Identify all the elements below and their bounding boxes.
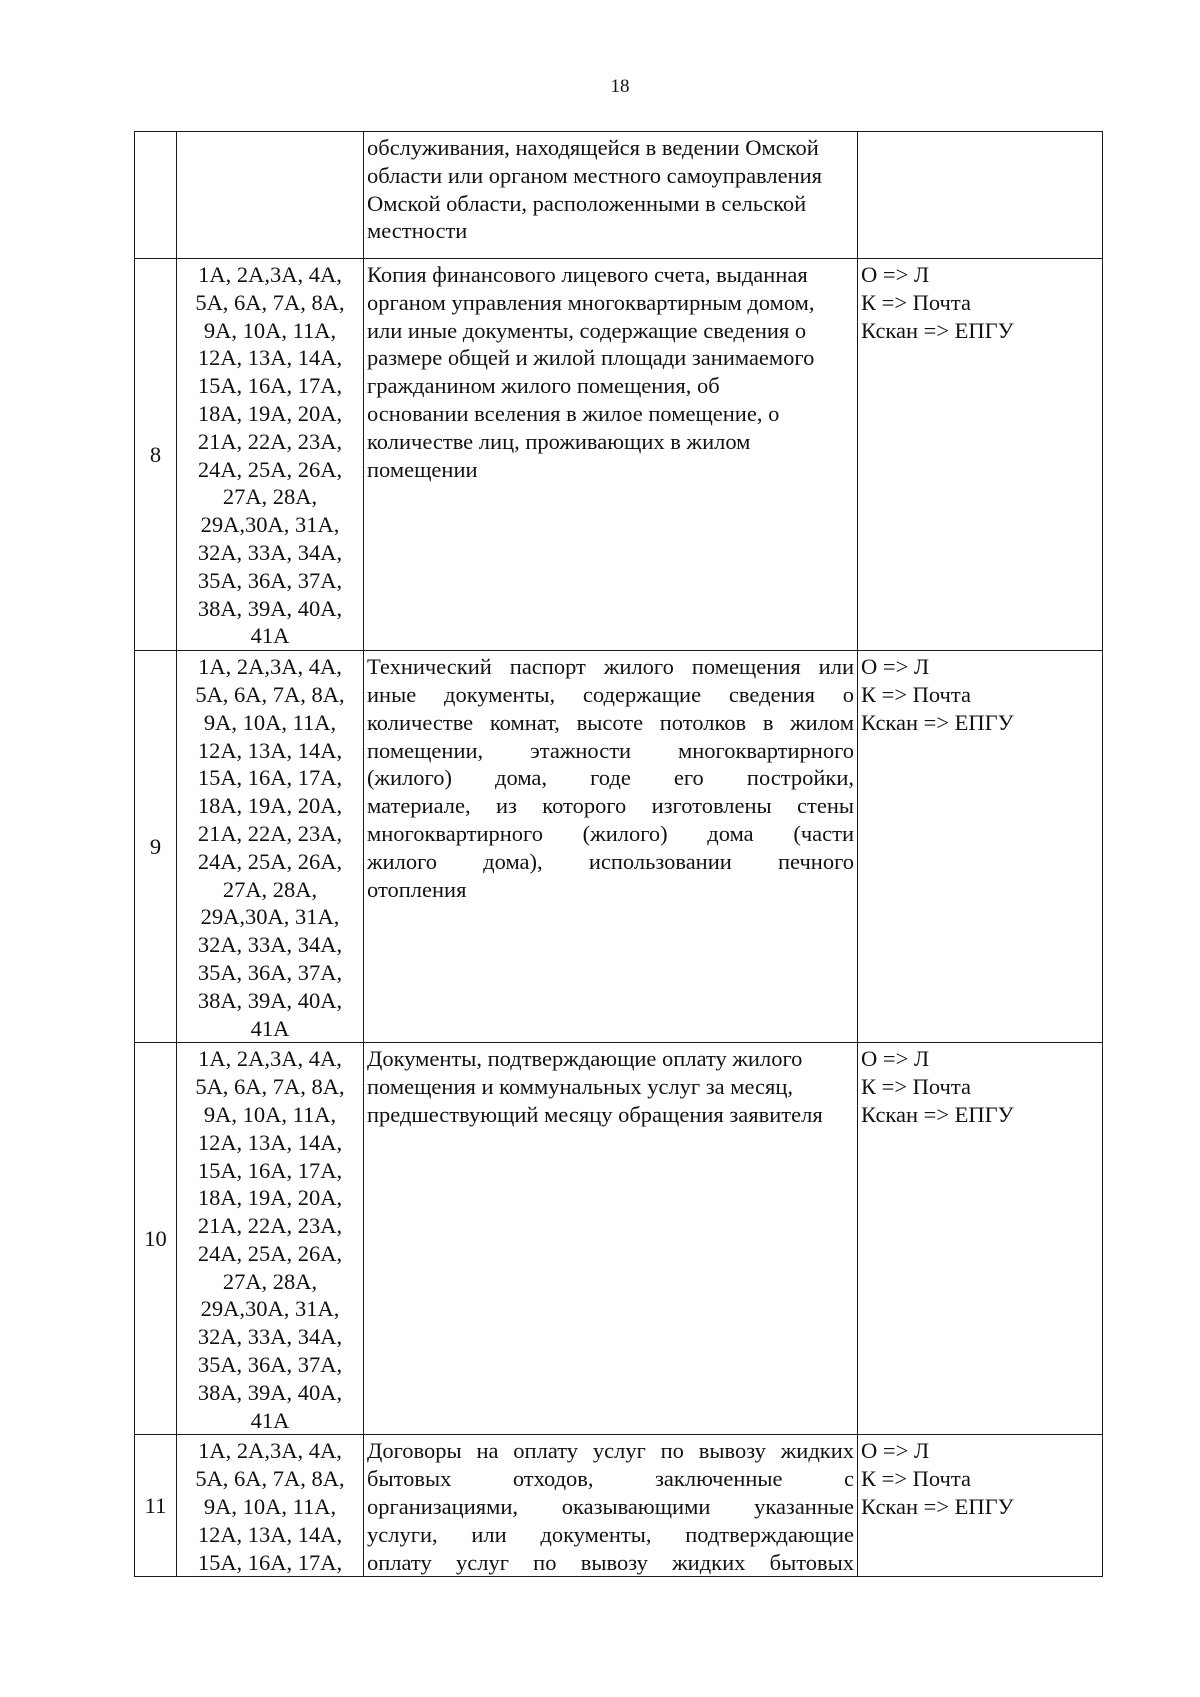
channels-cell (858, 1435, 1103, 1577)
channel-line: Кскан => ЕПГУ (861, 1101, 1014, 1127)
code-line: 27А, 28А, (222, 1268, 318, 1294)
description-line: Копия финансового лицевого счета, выданная (367, 262, 808, 287)
channels-cell (858, 651, 1103, 1043)
code-line: 21А, 22А, 23А, (197, 428, 343, 454)
description-line: Омской области, расположенными в сельской (367, 190, 807, 216)
code-line: 32А, 33А, 34А, (197, 1324, 343, 1350)
row-number-cell (135, 132, 177, 259)
description-cell (364, 651, 858, 1043)
code-line: 12А, 13А, 14А, (197, 345, 343, 371)
code-line: 24А, 25А, 26А, (197, 1240, 343, 1266)
code-line: 15А, 16А, 17А, (197, 1549, 343, 1575)
channels-cell (858, 259, 1103, 651)
channel-line: О => Л (861, 1438, 930, 1464)
description-line: помещении (367, 456, 478, 482)
description-line: помещении, этажности многоквартирного (367, 737, 854, 763)
description-cell (364, 259, 858, 651)
code-line: 1А, 2А,3А, 4А, (198, 1438, 342, 1464)
codes-cell (177, 651, 364, 1043)
code-line: 32А, 33А, 34А, (197, 932, 343, 958)
code-line: 5А, 6А, 7А, 8А, (195, 681, 345, 707)
code-line: 9А, 10А, 11А, (203, 1494, 337, 1520)
description-line: оплату услуг по вывозу жидких бытовых (367, 1549, 854, 1575)
code-line: 9А, 10А, 11А, (203, 709, 337, 735)
description-line: бытовых отходов, заключенные с (367, 1466, 854, 1492)
table-row (135, 132, 1103, 259)
code-line: 9А, 10А, 11А, (203, 1101, 337, 1127)
row-number-cell: 8 (135, 259, 177, 651)
channel-line: О => Л (861, 654, 930, 680)
table-row (135, 259, 1103, 651)
description-cell (364, 1435, 858, 1577)
page-number: 18 (610, 76, 630, 97)
description-line: органом управления многоквартирным домом, (367, 289, 815, 315)
channel-line: К => Почта (861, 289, 971, 315)
channel-line: К => Почта (861, 681, 971, 707)
code-line: 5А, 6А, 7А, 8А, (195, 1074, 345, 1100)
code-line: 24А, 25А, 26А, (197, 456, 343, 482)
code-line: 15А, 16А, 17А, (197, 1157, 343, 1183)
code-line: 15А, 16А, 17А, (197, 373, 343, 399)
code-line: 1А, 2А,3А, 4А, (198, 1046, 342, 1072)
description-line: местности (367, 218, 468, 244)
description-line: размере общей и жилой площади занимаемого (367, 345, 815, 371)
document-table (134, 131, 1103, 1577)
table-row (135, 1043, 1103, 1435)
channels-cell (858, 1043, 1103, 1435)
description-line: отопления (367, 876, 467, 902)
description-line: количестве комнат, высоте потолков в жилом (367, 709, 854, 735)
channel-line: К => Почта (861, 1466, 971, 1492)
code-line: 29А,30А, 31А, (200, 1296, 340, 1322)
code-line: 9А, 10А, 11А, (203, 317, 337, 343)
channel-line: Кскан => ЕПГУ (861, 317, 1014, 343)
code-line: 35А, 36А, 37А, (197, 567, 343, 593)
description-line: Документы, подтверждающие оплату жилого (367, 1046, 803, 1072)
description-line: гражданином жилого помещения, об (367, 373, 720, 399)
row-number-cell: 10 (135, 1043, 177, 1435)
code-line: 12А, 13А, 14А, (197, 1129, 343, 1155)
codes-cell (177, 1435, 364, 1577)
code-line: 38А, 39А, 40А, (197, 595, 343, 621)
code-line: 38А, 39А, 40А, (197, 987, 343, 1013)
table-row (135, 1435, 1103, 1577)
code-line: 18А, 19А, 20А, (197, 1185, 343, 1211)
row-number-cell: 9 (135, 651, 177, 1043)
code-line: 21А, 22А, 23А, (197, 1213, 343, 1239)
code-line: 38А, 39А, 40А, (197, 1379, 343, 1405)
description-line: обслуживания, находящейся в ведении Омской (367, 135, 819, 160)
code-line: 41А (250, 623, 290, 649)
code-line: 35А, 36А, 37А, (197, 1352, 343, 1378)
channel-line: О => Л (861, 262, 930, 287)
codes-cell (177, 1043, 364, 1435)
code-line: 35А, 36А, 37А, (197, 959, 343, 985)
description-line: иные документы, содержащие сведения о (367, 681, 854, 707)
code-line: 5А, 6А, 7А, 8А, (195, 289, 345, 315)
description-line: основании вселения в жилое помещение, о (367, 400, 780, 426)
channel-line: О => Л (861, 1046, 930, 1072)
code-line: 41А (250, 1407, 290, 1433)
description-line: организациями, оказывающими указанные (367, 1494, 854, 1520)
code-line: 5А, 6А, 7А, 8А, (195, 1466, 345, 1492)
code-line: 29А,30А, 31А, (200, 512, 340, 538)
description-line: Технический паспорт жилого помещения или (367, 654, 854, 680)
code-line: 1А, 2А,3А, 4А, (198, 262, 342, 287)
codes-cell (177, 132, 364, 259)
description-line: услуги, или документы, подтверждающие (367, 1521, 854, 1547)
channel-line: Кскан => ЕПГУ (861, 709, 1014, 735)
code-line: 18А, 19А, 20А, (197, 400, 343, 426)
code-line: 15А, 16А, 17А, (197, 765, 343, 791)
description-line: или иные документы, содержащие сведения о (367, 317, 807, 343)
code-line: 18А, 19А, 20А, (197, 793, 343, 819)
code-line: 21А, 22А, 23А, (197, 820, 343, 846)
channel-line: К => Почта (861, 1074, 971, 1100)
row-number-cell: 11 (135, 1435, 177, 1577)
code-line: 1А, 2А,3А, 4А, (198, 654, 342, 680)
codes-cell (177, 259, 364, 651)
description-line: (жилого) дома, годе его постройки, (367, 765, 854, 791)
description-line: материале, из которого изготовлены стены (367, 793, 854, 819)
description-line: области или органом местного самоуправления (367, 162, 823, 188)
description-line: предшествующий месяцу обращения заявителя (367, 1101, 823, 1127)
description-line: многоквартирного (жилого) дома (части (367, 820, 854, 846)
description-cell (364, 132, 858, 259)
table-row (135, 651, 1103, 1043)
description-line: помещения и коммунальных услуг за месяц, (367, 1074, 794, 1100)
code-line: 24А, 25А, 26А, (197, 848, 343, 874)
code-line: 29А,30А, 31А, (200, 904, 340, 930)
code-line: 27А, 28А, (222, 484, 318, 510)
code-line: 41А (250, 1015, 290, 1041)
description-line: Договоры на оплату услуг по вывозу жидких (367, 1438, 854, 1464)
description-line: жилого дома), использовании печного (367, 848, 854, 874)
code-line: 27А, 28А, (222, 876, 318, 902)
description-line: количестве лиц, проживающих в жилом (367, 428, 751, 454)
code-line: 32А, 33А, 34А, (197, 539, 343, 565)
channels-cell (858, 132, 1103, 259)
channel-line: Кскан => ЕПГУ (861, 1494, 1014, 1520)
code-line: 12А, 13А, 14А, (197, 737, 343, 763)
code-line: 12А, 13А, 14А, (197, 1521, 343, 1547)
description-cell (364, 1043, 858, 1435)
